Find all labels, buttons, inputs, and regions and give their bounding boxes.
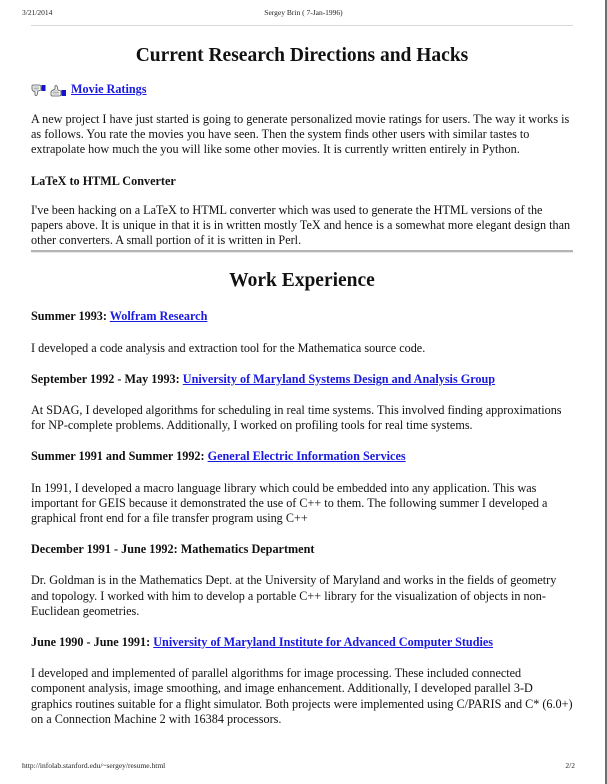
job-description: Dr. Goldman is in the Mathematics Dept. at the University of Maryland and works in the fields of geometry and topology. I worked with him to develop a portable C++ library for the visualization of objects in non-Euclidean geometries.: [31, 573, 557, 618]
job-org-link[interactable]: Wolfram Research: [109, 309, 208, 324]
job-period: Summer 1993:: [31, 309, 107, 324]
movie-ratings-link[interactable]: Movie Ratings: [71, 82, 147, 97]
section-divider: [31, 250, 573, 253]
print-url: http://infolab.stanford.edu/~sergey/resume.html: [22, 761, 166, 770]
job-description: In 1991, I developed a macro language library which could be embedded into any application. This was important for GEIS because it demonstrated the use of C++ to them. The following summer I developed a graphical front end for a file transfer program using C++: [31, 480, 548, 526]
job-org-link[interactable]: University of Maryland Institute for Advanced Computer Studies: [153, 635, 494, 650]
work-experience-heading: Work Experience: [229, 270, 375, 292]
job-org-link[interactable]: University of Maryland Systems Design and Analysis Group: [182, 371, 496, 386]
job-geis: [31, 449, 573, 526]
thumbs-down-icon: [31, 84, 47, 96]
job-period: December 1991 - June 1992:: [31, 542, 178, 557]
movie-ratings-row: [31, 82, 573, 98]
job-wolfram: [31, 309, 573, 355]
job-period: Summer 1991 and Summer 1992:: [31, 449, 205, 464]
job-period: September 1992 - May 1993:: [31, 371, 180, 386]
job-description: At SDAG, I developed algorithms for scheduling in real time systems. This involved finding approximations for NP-complete problems. Additionally, I worked on profiling tools for real time systems.: [31, 403, 562, 433]
job-math-dept: [31, 542, 573, 619]
movie-ratings-description: A new project I have just started is going to generate personalized movie ratings for users. The way it works is as follows. You rate the movies you have seen. Then the system finds other users with similar tastes to extrapolate how much the you will like some other movies. It is currently written entirely in Python.: [31, 112, 570, 157]
latex-converter-description: I've been hacking on a LaTeX to HTML converter which was used to generate the HTML versions of the papers above. It is unique in that it is in written mostly TeX and hence is a somewhat more elegant design than other converters. A small portion of it is written in Perl.: [31, 202, 571, 248]
job-org-link[interactable]: General Electric Information Services: [207, 449, 406, 464]
job-period: June 1990 - June 1991:: [31, 635, 151, 650]
job-description: I developed a code analysis and extraction tool for the Mathematica source code.: [31, 340, 426, 355]
research-heading: Current Research Directions and Hacks: [135, 45, 469, 66]
thumbs-up-icon: [50, 84, 66, 96]
job-sdag: [31, 372, 573, 434]
print-page-number: 2/2: [565, 761, 575, 770]
job-header: [31, 542, 573, 557]
job-header: [31, 309, 573, 324]
job-umiacs: [31, 635, 573, 727]
latex-converter-heading: LaTeX to HTML Converter: [31, 173, 176, 188]
job-header: [31, 635, 573, 650]
print-header-divider: [31, 25, 573, 26]
job-description: I developed and implemented of parallel algorithms for image processing. These included connected component analysis, image smoothing, and image enhancement. Additionally, I developed parallel 3-D graphics routines suitable for a flight simulator. Both projects were implemented using C/PARIS and C* (6.0+) on a Connection Machine 2 with 16384 processors.: [31, 666, 573, 726]
job-org: Mathematics Department: [180, 542, 315, 557]
print-date: 3/21/2014: [22, 8, 53, 17]
job-header: [31, 372, 573, 387]
page-content: [31, 36, 573, 727]
print-title: Sergey Brin ( 7-Jan-1996): [264, 8, 343, 17]
job-header: [31, 449, 573, 464]
print-header: [0, 5, 607, 19]
